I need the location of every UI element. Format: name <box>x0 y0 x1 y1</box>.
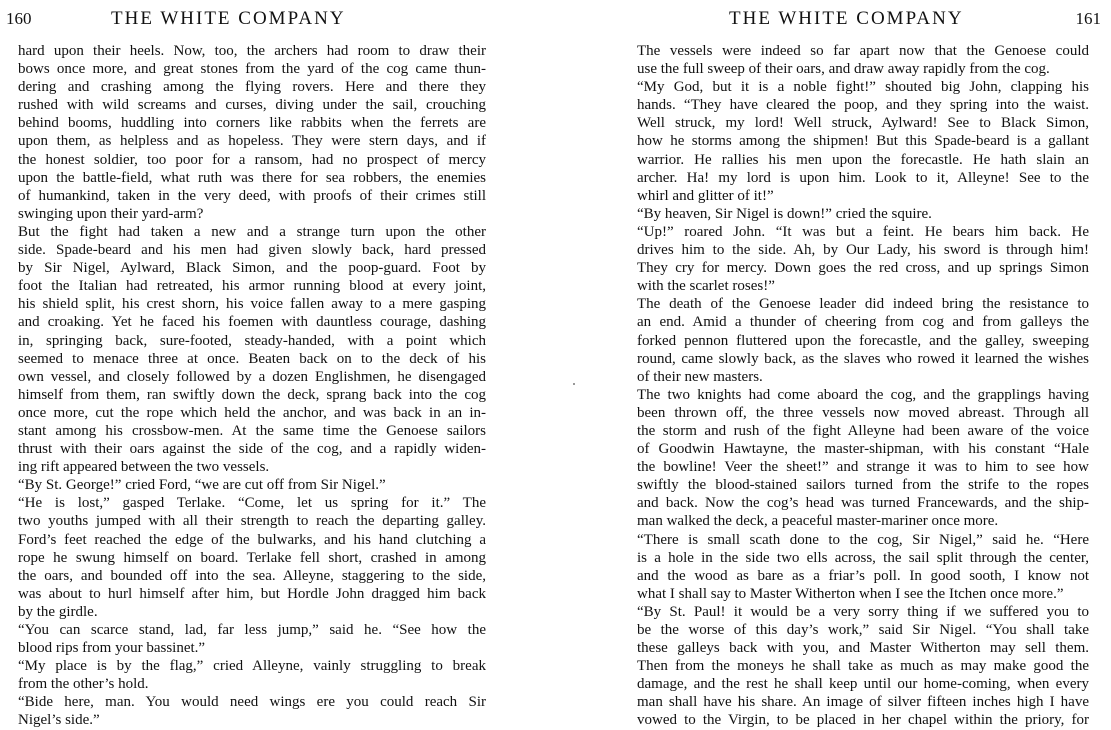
text-line: was about to hurl himself after him, but Hordle John dragged him back <box>18 585 486 602</box>
text-line: ing rift appeared between the two vessels. <box>18 459 270 476</box>
text-line: rushed with wild screams and curses, diving under the sail, crouching <box>18 97 486 114</box>
text-line: the storm and rush of the fight Alleyne had been aware of the voice <box>637 422 1089 439</box>
text-line: “Bide here, man. You would need wings ere you could reach Sir <box>18 694 486 711</box>
right-running-head: THE WHITE COMPANY <box>729 8 964 29</box>
text-line: himself from them, ran swiftly down the deck, sprang back into the cog <box>18 386 486 403</box>
text-line: “You can scarce stand, lad, far less jump,” said he. “See how the <box>18 622 486 638</box>
text-line: Ford’s feet reached the edge of the bulwarks, and his hand clutching a <box>18 531 486 548</box>
text-line: bows once more, and great stones from the yard of the cog came thun- <box>18 61 486 78</box>
text-line: dering and crashing among the flying rovers. Here and there they <box>18 79 486 96</box>
text-line: whirl and glitter of it!” <box>637 187 774 204</box>
text-line: an end. Amid a thunder of cheering from cog and from galleys the <box>637 314 1089 331</box>
text-line: Then from the moneys he shall take as much as may make good the <box>637 658 1089 675</box>
text-line: the honest soldier, too poor for a ransom, had no prospect of mercy <box>18 151 486 168</box>
text-line: own vessel, and closely followed by a dozen Englishmen, he disengaged <box>18 368 486 385</box>
text-line: side. Spade-beard and his men had given slowly back, hard pressed <box>18 242 486 259</box>
text-line: man walked the deck, a peaceful master-mariner once more. <box>637 513 999 530</box>
text-line: and back. Now the cog’s head was turned Francewards, and the ship- <box>637 495 1089 512</box>
text-line: swiftly the blood-stained sailors turned from the strife to the ropes <box>637 477 1089 494</box>
gutter-speck <box>573 383 575 385</box>
text-line: blood rips from your bassinet.” <box>18 640 206 657</box>
text-line: The death of the Genoese leader did indeed bring the resistance to <box>637 296 1089 313</box>
text-line: been thrown off, the three vessels now moved abreast. Through all <box>637 404 1089 421</box>
text-line: “By St. Paul! it would be a very sorry thing if we suffered you to <box>637 603 1089 620</box>
right-page-text <box>637 42 1089 730</box>
text-line: of humankind, taken in the very deed, with proofs of their crimes still <box>18 187 486 204</box>
left-running-head: THE WHITE COMPANY <box>111 8 346 29</box>
text-line: upon the battle-field, what ruth was there for sea robbers, the enemies <box>18 169 486 186</box>
text-line: by Sir Nigel, Aylward, Black Simon, and the poop-guard. Foot by <box>18 260 486 277</box>
text-line: The two knights had come aboard the cog, and the grapplings having <box>637 386 1089 403</box>
text-line: how he storms among the shipmen! But this Spade-beard is a gallant <box>637 133 1089 150</box>
text-line: forked pennon fluttered upon the forecastle, and the galley, sweeping <box>637 332 1089 349</box>
text-line: Nigel’s side.” <box>18 712 100 729</box>
text-line: They cry for mercy. Down goes the red cross, and up springs Simon <box>637 260 1089 277</box>
text-line: these galleys back with you, and Master Witherton may sell them. <box>637 640 1089 657</box>
text-line: upon them, as helpless and as hopeless. They were stern days, and if <box>18 133 486 150</box>
text-line: foot the Italian had retreated, his armor running blood at every joint, <box>18 278 486 295</box>
text-line: round, came slowly back, as the slaves who rowed it learned the wishes <box>637 350 1089 367</box>
text-line: swinging upon their yard-arm? <box>18 205 204 222</box>
text-line: vowed to the Virgin, to be placed in her chapel within the priory, for <box>637 712 1089 729</box>
text-line: once more, cut the rope which held the anchor, and was back in an in- <box>18 404 486 421</box>
right-page-number: 161 <box>1075 9 1101 28</box>
text-line: drives him to the side. Ah, by Our Lady, his sword is through him! <box>637 242 1089 259</box>
text-line: “My place is by the flag,” cried Alleyne, vainly struggling to break <box>18 658 486 675</box>
text-line: thrust with their oars against the side of the cog, and a rapidly widen- <box>18 441 486 458</box>
text-line: “He is lost,” gasped Terlake. “Come, let us spring for it.” The <box>18 495 486 512</box>
text-line: and the wood as bare as a friar’s poll. In good sooth, I know not <box>637 567 1089 584</box>
text-line: “By St. George!” cried Ford, “we are cut off from Sir Nigel.” <box>18 477 386 494</box>
text-line: seemed to menace three at once. Beaten back on to the deck of his <box>18 350 486 367</box>
text-line: “My God, but it is a noble fight!” shouted big John, clapping his <box>637 79 1089 96</box>
text-line: The vessels were indeed so far apart now that the Genoese could <box>637 43 1089 59</box>
text-line: But the fight had taken a new and a strange turn upon the other <box>18 223 486 240</box>
text-line: use the full sweep of their oars, and draw away rapidly from the cog. <box>637 61 1050 78</box>
text-line: warrior. He rallies his men upon the forecastle. He hath slain an <box>637 151 1089 168</box>
text-line: the bowline! Veer the sheet!” and strange it was to him to see how <box>637 459 1089 476</box>
right-page-header <box>637 8 1101 34</box>
text-line: stant among his crossbow-men. At the same time the Genoese sailors <box>18 422 486 439</box>
text-line: “There is small scath done to the cog, Sir Nigel,” said he. “Here <box>637 531 1089 548</box>
left-page-text <box>18 42 486 730</box>
text-line: hard upon their heels. Now, too, the archers had room to draw their <box>18 43 486 59</box>
text-line: hands. “They have cleared the poop, and they spring into the waist. <box>637 97 1089 114</box>
text-line: man shall have his share. An image of silver fifteen inches high I have <box>637 694 1089 711</box>
text-line: of their new masters. <box>637 368 763 385</box>
text-line: archer. Ha! my lord is upon him. Look to it, Alleyne! See to the <box>637 169 1089 186</box>
text-line: rope he swung himself on board. Terlake fell short, crashed in among <box>18 549 486 566</box>
text-line: by the girdle. <box>18 603 98 620</box>
text-line: what I shall say to Master Witherton when I see the Itchen once more.” <box>637 585 1064 602</box>
text-line: be the worse of this day’s work,” said Sir Nigel. “You shall take <box>637 622 1089 638</box>
text-line: “By heaven, Sir Nigel is down!” cried the squire. <box>637 205 932 222</box>
right-page <box>637 0 1101 729</box>
left-page <box>6 0 486 729</box>
left-page-number: 160 <box>6 9 32 28</box>
text-line: damage, and the rest he shall keep until our home-coming, when every <box>637 676 1089 693</box>
text-line: “Up!” roared John. “It was but a feint. He bears him back. He <box>637 223 1089 240</box>
text-line: behind booms, huddling into corners like rabbits when the ferrets are <box>18 115 486 132</box>
text-line: and croaking. Yet he faced his foemen with dauntless courage, dashing <box>18 314 486 331</box>
text-line: the oars, and bounded off into the sea. Alleyne, staggering to the side, <box>18 567 486 584</box>
text-line: of Goodwin Hawtayne, the master-shipman, with his constant “Hale <box>637 441 1089 458</box>
text-line: in, springing back, sure-footed, steady-handed, with a point which <box>18 332 486 349</box>
text-line: with the scarlet roses!” <box>637 278 775 295</box>
text-line: two youths jumped with all their strength to reach the departing galley. <box>18 513 486 530</box>
text-line: is a hole in the side two ells across, the sail split through the center, <box>637 549 1089 566</box>
left-page-header <box>6 8 486 34</box>
text-line: Well struck, my lord! Well struck, Aylward! See to Black Simon, <box>637 115 1089 132</box>
text-line: from the other’s hold. <box>18 676 149 693</box>
text-line: his shield split, his crest shorn, his voice fallen away to a mere gasping <box>18 296 486 313</box>
